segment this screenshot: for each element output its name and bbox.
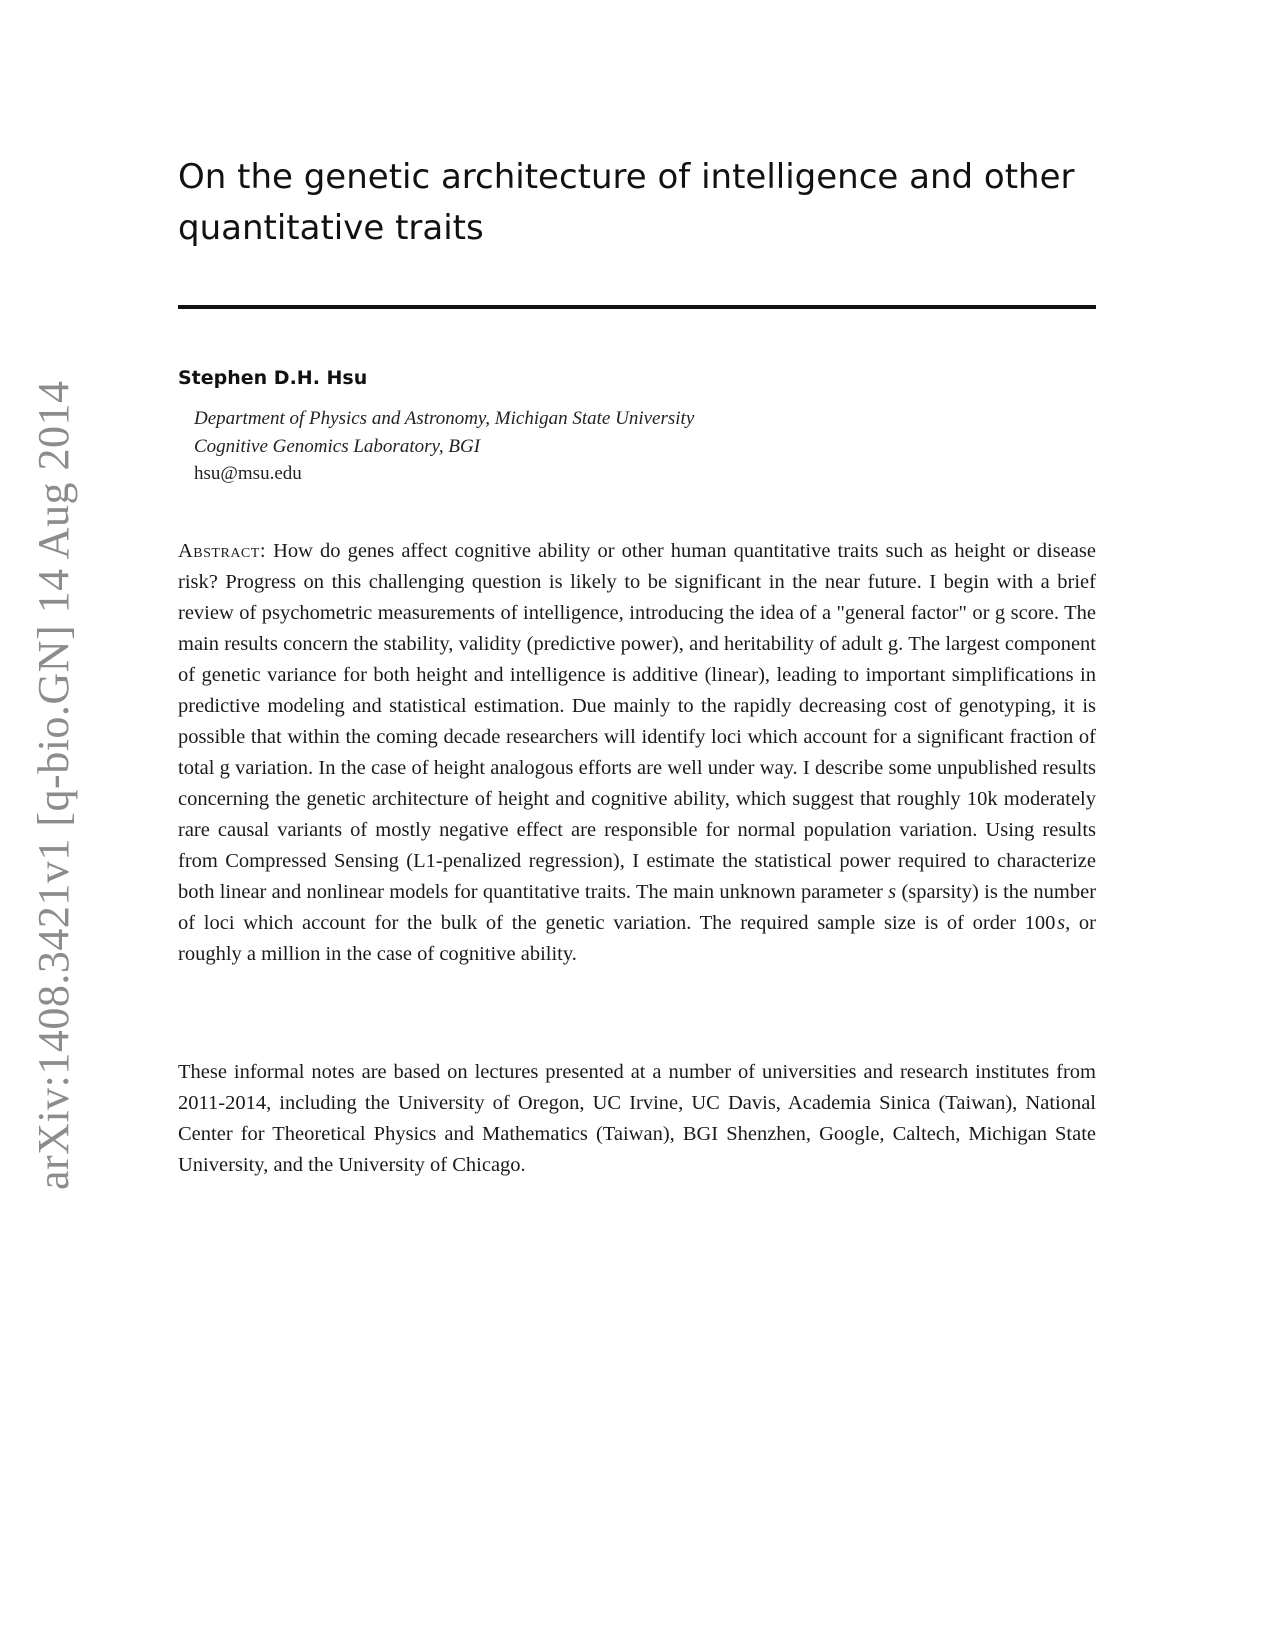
paper-title: On the genetic architecture of intelligence and other quantitative traits [178, 157, 1075, 248]
abstract-paragraph [178, 536, 1096, 970]
arxiv-identifier-stamp: arXiv:1408.3421v1 [q-bio.GN] 14 Aug 2014 [29, 380, 78, 1190]
author-name: Stephen D.H. Hsu [178, 367, 368, 389]
affiliation-department: Department of Physics and Astronomy, Michigan State University [194, 408, 695, 429]
author-email: hsu@msu.edu [194, 463, 302, 484]
title-divider [178, 305, 1096, 309]
abstract-text-part-3: , or roughly a million in the case of cognitive ability. [178, 912, 1096, 965]
abstract-text-part-1: How do genes affect cognitive ability or other human quantitative traits such as height or disease risk? Progress on this challenging question is likely to be significant in the near future. I begin with a brief review of psychometric measurements of intelligence, introducing the idea of a "general factor" or g score. The main results concern the stability, validity (predictive power), and heritability of adult g. The largest component of genetic variance for both height and intelligence is additive (linear), leading to important simplifications in predictive modeling and statistical estimation. Due mainly to the rapidly decreasing cost of genotyping, it is possible that within the coming decade researchers will identify loci which account for a significant fraction of total g variation. In the case of height analogous efforts are well under way. I describe some unpublished results concerning the genetic architecture of height and cognitive ability, which suggest that roughly 10k moderately rare causal variants of mostly negative effect are responsible for normal population variation. Using results from Compressed Sensing (L1-penalized regression), I estimate the statistical power required to characterize both linear and nonlinear models for quantitative traits. The main unknown parameter [178, 540, 1097, 903]
abstract-label: Abstract: [178, 540, 267, 562]
lecture-notes-paragraph: These informal notes are based on lectures presented at a number of universities and research institutes from 2011-2014, including the University of Oregon, UC Irvine, UC Davis, Academia Sinica (Taiwan), National Center for Theoretical Physics and Mathematics (Taiwan), BGI Shenzhen, Google, Caltech, Michigan State University, and the University of Chicago. [178, 1061, 1096, 1176]
sample-size-variable: s [1057, 912, 1066, 934]
abstract-text-part-2: (sparsity) is the number of loci which account for the bulk of the genetic variation. The required sample size is of order 100 [178, 881, 1097, 934]
affiliation-block [194, 405, 694, 488]
sparsity-variable: s [888, 881, 897, 903]
affiliation-lab: Cognitive Genomics Laboratory, BGI [194, 435, 481, 457]
